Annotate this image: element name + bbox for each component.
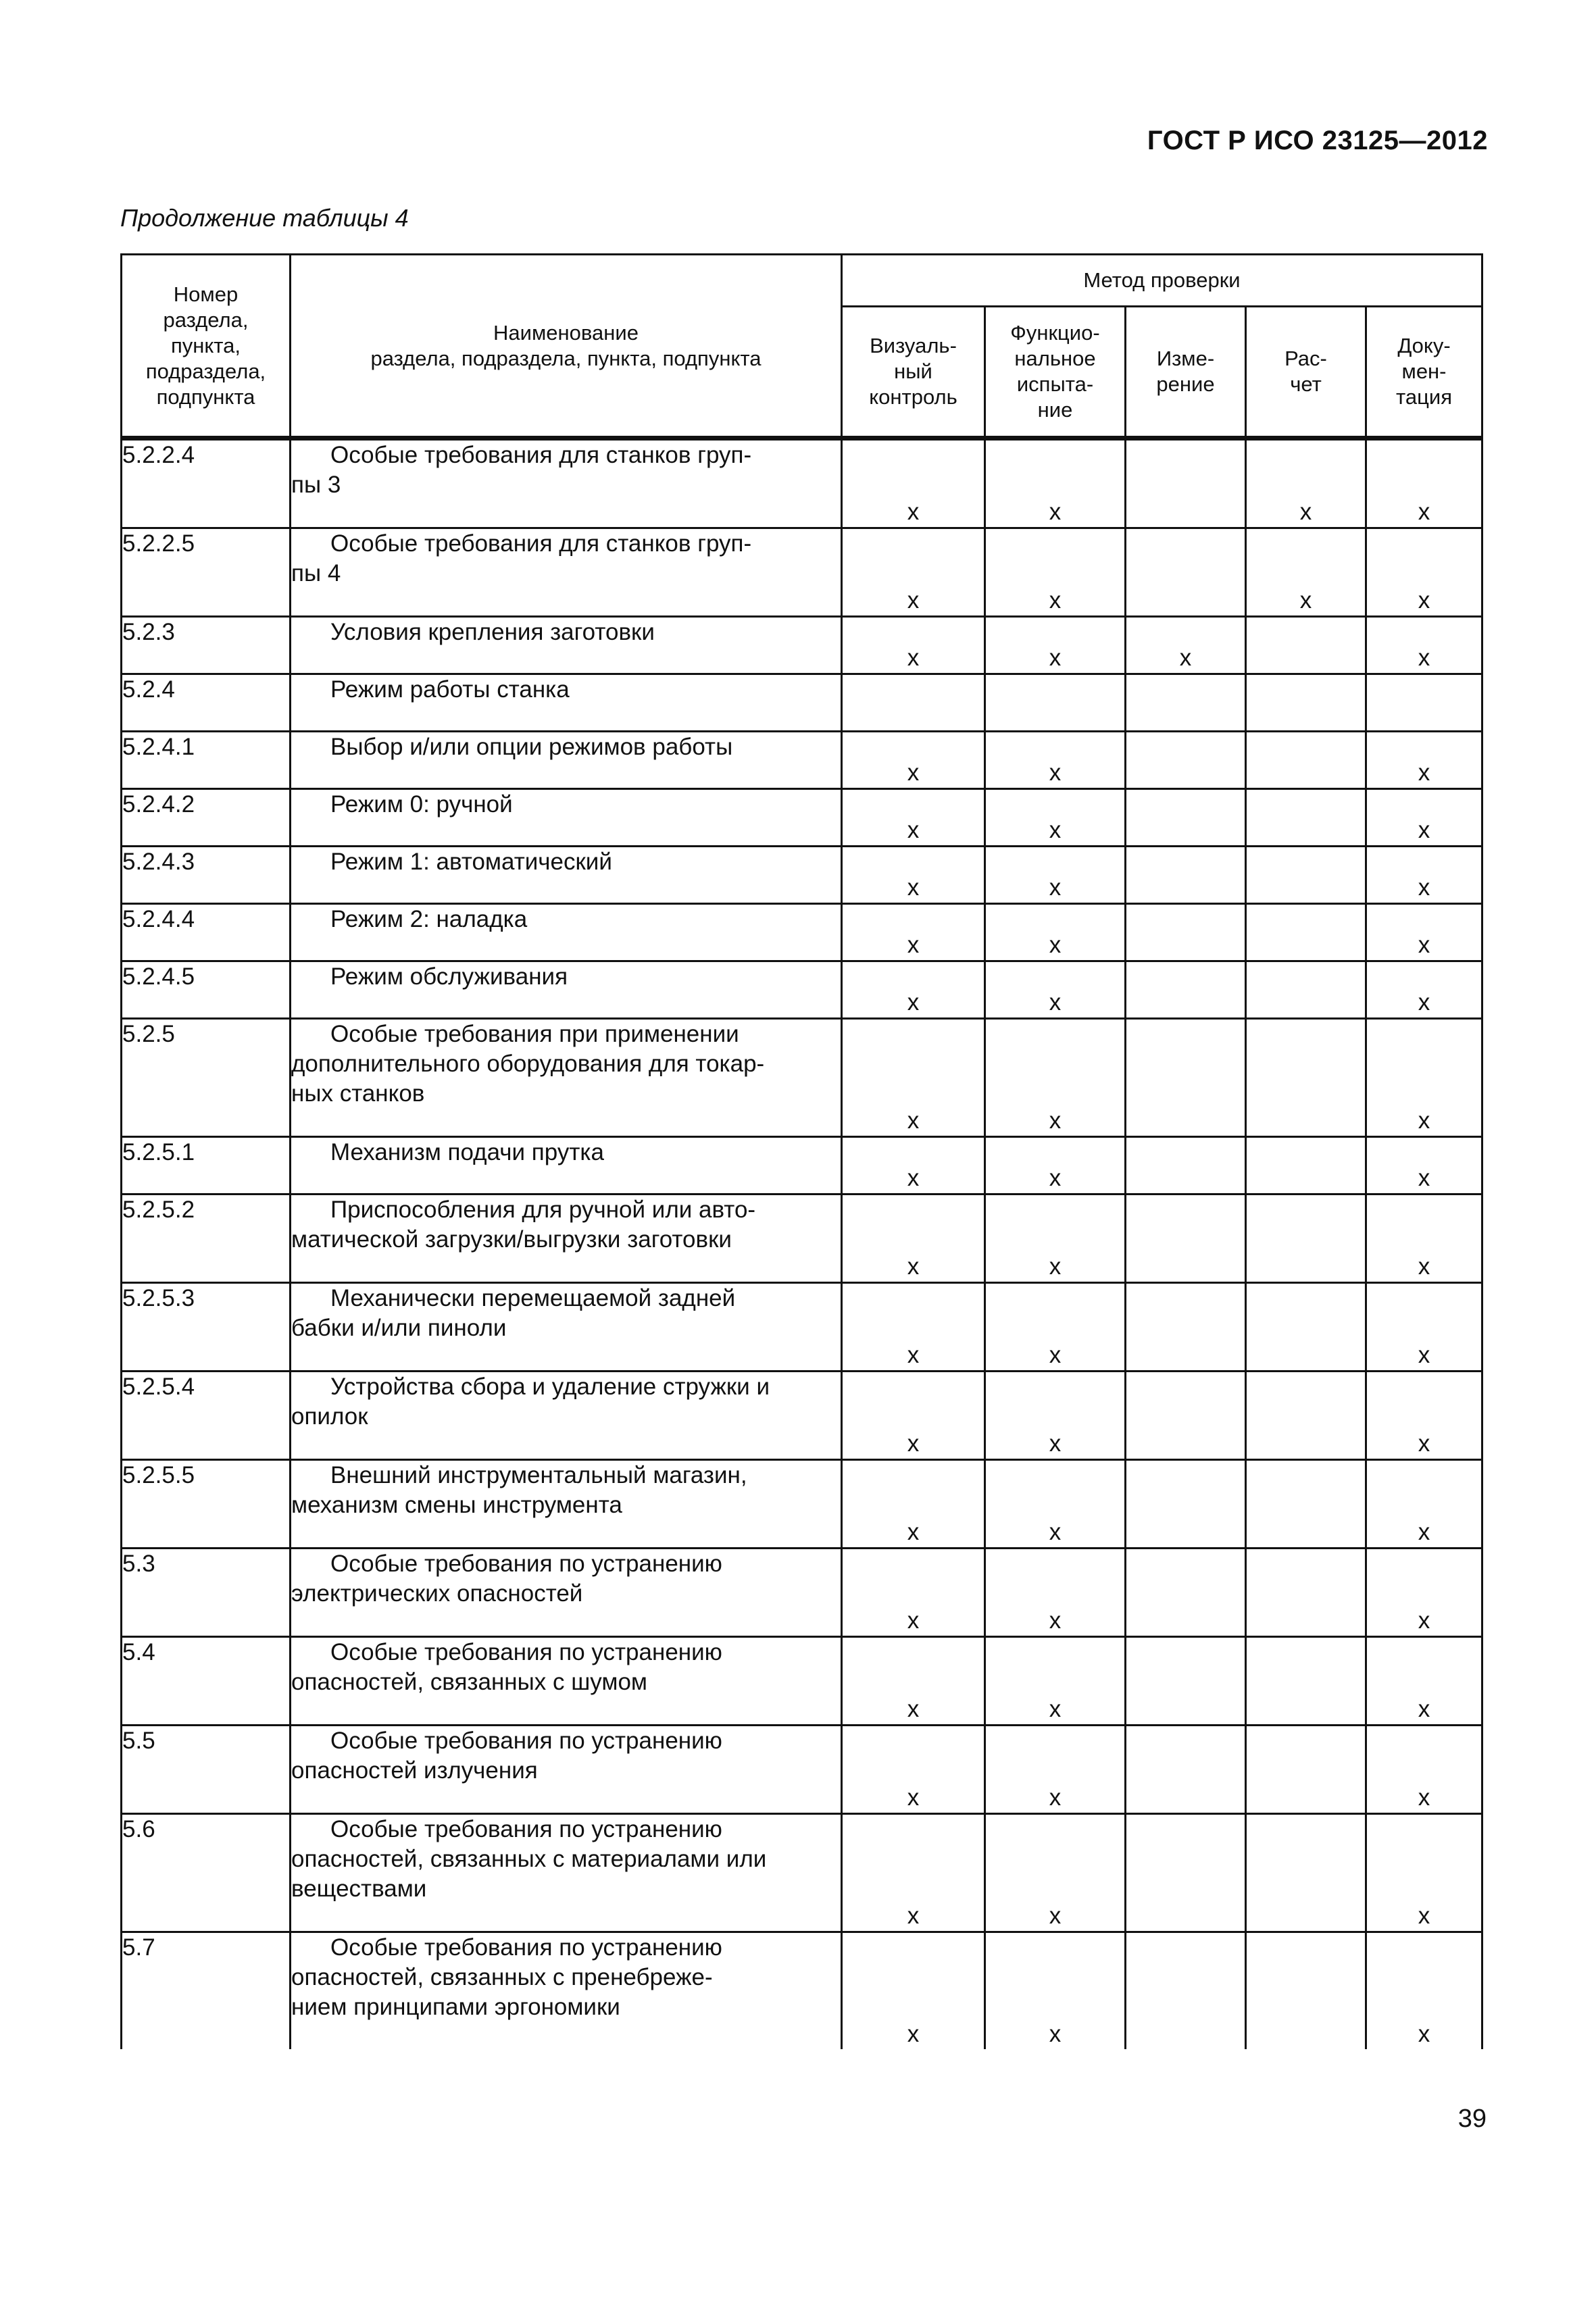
- mark-measurement: [1126, 1460, 1246, 1549]
- mark-documentation: x: [1366, 847, 1482, 904]
- section-number-cell: 5.2.4.5: [122, 961, 291, 1019]
- section-name-line: Особые требования по устранению: [330, 1551, 722, 1577]
- mark-measurement: [1126, 1194, 1246, 1283]
- column-header-functional: [985, 307, 1126, 438]
- mark-visual: x: [842, 1460, 985, 1549]
- section-name-line: Особые требования по устранению: [330, 1728, 722, 1754]
- section-name-line: Особые требования по устранению: [330, 1934, 722, 1961]
- mark-calculation: [1246, 1019, 1366, 1137]
- table-row: [122, 1932, 1482, 2050]
- mark-functional: x: [985, 1726, 1126, 1814]
- table-row: [122, 1460, 1482, 1549]
- mark-measurement: [1126, 1137, 1246, 1194]
- mark-functional: x: [985, 961, 1126, 1019]
- section-name-cell: [291, 674, 842, 732]
- section-name-line: Особые требования для станков груп-: [330, 530, 752, 557]
- mark-documentation: x: [1366, 789, 1482, 847]
- header-line: пункта,: [170, 333, 241, 357]
- header-line: ный: [894, 359, 932, 383]
- mark-documentation: x: [1366, 1637, 1482, 1726]
- mark-calculation: [1246, 847, 1366, 904]
- table-row: [122, 847, 1482, 904]
- mark-documentation: [1366, 674, 1482, 732]
- mark-calculation: [1246, 1137, 1366, 1194]
- mark-measurement: [1126, 674, 1246, 732]
- mark-functional: x: [985, 1372, 1126, 1460]
- section-number-cell: 5.2.4.3: [122, 847, 291, 904]
- section-number-cell: 5.2.2.4: [122, 438, 291, 528]
- mark-calculation: [1246, 904, 1366, 961]
- header-line: рение: [1156, 372, 1215, 396]
- section-number-cell: 5.3: [122, 1549, 291, 1637]
- mark-calculation: [1246, 961, 1366, 1019]
- mark-functional: x: [985, 732, 1126, 789]
- table-row: [122, 1637, 1482, 1726]
- mark-measurement: [1126, 1019, 1246, 1137]
- section-name-line: опасностей излучения: [291, 1757, 538, 1784]
- section-name-line: Режим 2: наладка: [330, 906, 528, 932]
- section-name-line: Режим 0: ручной: [330, 791, 513, 818]
- section-name-cell: [291, 617, 842, 674]
- section-name-line: Режим 1: автоматический: [330, 849, 612, 875]
- mark-calculation: [1246, 1932, 1366, 2050]
- mark-functional: x: [985, 1137, 1126, 1194]
- table-caption: Продолжение таблицы 4: [120, 204, 409, 232]
- header-line: Номер: [173, 282, 239, 306]
- header-line: нальное: [1014, 347, 1096, 370]
- column-header-name: [291, 255, 842, 438]
- mark-documentation: x: [1366, 1019, 1482, 1137]
- section-number-cell: 5.6: [122, 1814, 291, 1932]
- mark-documentation: x: [1366, 1372, 1482, 1460]
- mark-documentation: x: [1366, 732, 1482, 789]
- mark-functional: x: [985, 617, 1126, 674]
- mark-calculation: [1246, 1372, 1366, 1460]
- mark-functional: x: [985, 1194, 1126, 1283]
- mark-visual: x: [842, 1549, 985, 1637]
- section-number-cell: 5.2.4.4: [122, 904, 291, 961]
- mark-functional: x: [985, 1814, 1126, 1932]
- section-name-cell: [291, 847, 842, 904]
- mark-documentation: x: [1366, 1137, 1482, 1194]
- section-name-cell: [291, 1549, 842, 1637]
- section-name-cell: [291, 1932, 842, 2050]
- mark-visual: x: [842, 1283, 985, 1372]
- section-name-line: нием принципами эргономики: [291, 1994, 620, 2020]
- header-line: раздела, подраздела, пункта, подпункта: [370, 346, 762, 370]
- section-name-cell: [291, 1460, 842, 1549]
- section-name-line: Механизм подачи прутка: [330, 1139, 604, 1165]
- mark-calculation: [1246, 1283, 1366, 1372]
- section-name-line: механизм смены инструмента: [291, 1492, 622, 1518]
- mark-measurement: [1126, 528, 1246, 617]
- table-row: [122, 1194, 1482, 1283]
- mark-visual: x: [842, 1194, 985, 1283]
- mark-calculation: [1246, 1814, 1366, 1932]
- header-line: раздела,: [163, 307, 249, 332]
- section-name-line: ных станков: [291, 1080, 425, 1107]
- mark-visual: x: [842, 1814, 985, 1932]
- section-name-cell: [291, 1283, 842, 1372]
- section-name-line: электрических опасностей: [291, 1580, 583, 1607]
- mark-visual: x: [842, 789, 985, 847]
- mark-documentation: x: [1366, 617, 1482, 674]
- section-name-cell: [291, 789, 842, 847]
- mark-functional: x: [985, 1549, 1126, 1637]
- section-number-cell: 5.2.5.5: [122, 1460, 291, 1549]
- section-name-cell: [291, 1814, 842, 1932]
- document-standard-header: ГОСТ Р ИСО 23125—2012: [1147, 126, 1488, 155]
- header-line: подпункта: [156, 384, 255, 409]
- section-name-line: опасностей, связанных с шумом: [291, 1669, 647, 1695]
- header-line: контроль: [869, 385, 957, 409]
- section-number-cell: 5.2.4.1: [122, 732, 291, 789]
- table-row: [122, 789, 1482, 847]
- mark-measurement: [1126, 1372, 1246, 1460]
- mark-calculation: [1246, 789, 1366, 847]
- column-header-number: [122, 255, 291, 438]
- mark-visual: x: [842, 1019, 985, 1137]
- section-name-line: матической загрузки/выгрузки заготовки: [291, 1226, 732, 1253]
- header-line: Визуаль-: [870, 334, 957, 357]
- section-name-line: опасностей, связанных с пренебреже-: [291, 1964, 713, 1990]
- section-name-cell: [291, 1194, 842, 1283]
- header-line: Изме-: [1156, 347, 1215, 370]
- mark-calculation: [1246, 1460, 1366, 1549]
- mark-visual: x: [842, 1372, 985, 1460]
- mark-measurement: [1126, 1283, 1246, 1372]
- section-name-line: Особые требования по устранению: [330, 1639, 722, 1665]
- mark-documentation: x: [1366, 528, 1482, 617]
- mark-functional: x: [985, 847, 1126, 904]
- table-row: [122, 961, 1482, 1019]
- table-row: [122, 1283, 1482, 1372]
- header-line: ние: [1037, 398, 1073, 422]
- header-line: Функцио-: [1010, 321, 1100, 345]
- mark-documentation: x: [1366, 961, 1482, 1019]
- table-row: [122, 438, 1482, 528]
- mark-visual: x: [842, 847, 985, 904]
- section-name-line: Приспособления для ручной или авто-: [330, 1197, 756, 1223]
- section-name-line: бабки и/или пиноли: [291, 1315, 507, 1341]
- section-name-cell: [291, 1726, 842, 1814]
- section-name-line: опасностей, связанных с материалами или: [291, 1846, 767, 1872]
- mark-functional: x: [985, 1460, 1126, 1549]
- mark-documentation: x: [1366, 1194, 1482, 1283]
- mark-measurement: [1126, 1726, 1246, 1814]
- mark-functional: x: [985, 789, 1126, 847]
- mark-measurement: [1126, 789, 1246, 847]
- section-name-cell: [291, 528, 842, 617]
- mark-calculation: x: [1246, 528, 1366, 617]
- section-number-cell: 5.4: [122, 1637, 291, 1726]
- section-number-cell: 5.2.5.3: [122, 1283, 291, 1372]
- mark-calculation: [1246, 732, 1366, 789]
- mark-measurement: [1126, 961, 1246, 1019]
- section-number-cell: 5.2.2.5: [122, 528, 291, 617]
- section-name-cell: [291, 1137, 842, 1194]
- table-row: [122, 1137, 1482, 1194]
- table-body: [122, 438, 1482, 2050]
- mark-measurement: [1126, 847, 1246, 904]
- table-row: [122, 528, 1482, 617]
- mark-measurement: [1126, 1814, 1246, 1932]
- section-name-line: Устройства сбора и удаление стружки и: [330, 1374, 770, 1400]
- mark-documentation: x: [1366, 1814, 1482, 1932]
- section-name-line: веществами: [291, 1876, 427, 1902]
- mark-functional: x: [985, 1283, 1126, 1372]
- mark-documentation: x: [1366, 1726, 1482, 1814]
- table-row: [122, 1372, 1482, 1460]
- section-name-line: дополнительного оборудования для токар-: [291, 1051, 765, 1077]
- mark-documentation: x: [1366, 1932, 1482, 2050]
- table-row: [122, 1019, 1482, 1137]
- section-number-cell: 5.5: [122, 1726, 291, 1814]
- mark-calculation: x: [1246, 438, 1366, 528]
- section-name-line: пы 4: [291, 560, 341, 586]
- section-name-line: Условия крепления заготовки: [330, 619, 655, 645]
- header-line: тация: [1396, 385, 1452, 409]
- mark-measurement: [1126, 1932, 1246, 2050]
- mark-functional: x: [985, 1019, 1126, 1137]
- mark-visual: x: [842, 1637, 985, 1726]
- mark-visual: x: [842, 1726, 985, 1814]
- section-name-line: Выбор и/или опции режимов работы: [330, 734, 733, 760]
- header-line: мен-: [1401, 359, 1447, 383]
- mark-documentation: x: [1366, 1460, 1482, 1549]
- header-line: Доку-: [1397, 334, 1451, 357]
- section-number-cell: 5.7: [122, 1932, 291, 2050]
- mark-documentation: x: [1366, 904, 1482, 961]
- mark-calculation: [1246, 1726, 1366, 1814]
- header-line: чет: [1290, 372, 1322, 396]
- section-number-cell: 5.2.5.2: [122, 1194, 291, 1283]
- column-header-calculation: [1246, 307, 1366, 438]
- mark-measurement: [1126, 904, 1246, 961]
- mark-visual: x: [842, 961, 985, 1019]
- section-number-cell: 5.2.5.1: [122, 1137, 291, 1194]
- section-name-cell: [291, 438, 842, 528]
- section-number-cell: 5.2.3: [122, 617, 291, 674]
- column-header-visual: [842, 307, 985, 438]
- mark-visual: [842, 674, 985, 732]
- mark-calculation: [1246, 1549, 1366, 1637]
- mark-visual: x: [842, 904, 985, 961]
- header-line: Рас-: [1285, 347, 1327, 370]
- table-row: [122, 1549, 1482, 1637]
- mark-documentation: x: [1366, 1283, 1482, 1372]
- mark-measurement: [1126, 732, 1246, 789]
- column-header-measurement: [1126, 307, 1246, 438]
- section-name-line: опилок: [291, 1403, 368, 1430]
- section-number-cell: 5.2.5.4: [122, 1372, 291, 1460]
- mark-visual: x: [842, 1137, 985, 1194]
- mark-functional: [985, 674, 1126, 732]
- page-number: 39: [1457, 2105, 1487, 2133]
- table-row: [122, 1726, 1482, 1814]
- section-name-line: Режим обслуживания: [330, 963, 568, 990]
- mark-documentation: x: [1366, 1549, 1482, 1637]
- section-number-cell: 5.2.4: [122, 674, 291, 732]
- table-row: [122, 732, 1482, 789]
- section-name-line: Режим работы станка: [330, 676, 570, 703]
- mark-measurement: [1126, 1637, 1246, 1726]
- section-name-cell: [291, 1637, 842, 1726]
- mark-calculation: [1246, 674, 1366, 732]
- section-name-line: Механически перемещаемой задней: [330, 1285, 736, 1311]
- mark-functional: x: [985, 528, 1126, 617]
- column-group-header-method: Метод проверки: [842, 255, 1482, 307]
- mark-calculation: [1246, 617, 1366, 674]
- table-row: [122, 617, 1482, 674]
- mark-functional: x: [985, 1637, 1126, 1726]
- mark-measurement: [1126, 438, 1246, 528]
- mark-calculation: [1246, 1194, 1366, 1283]
- section-name-line: Особые требования по устранению: [330, 1816, 722, 1842]
- table-row: [122, 904, 1482, 961]
- verification-table: [120, 253, 1483, 2049]
- mark-functional: x: [985, 438, 1126, 528]
- header-line: Наименование: [493, 320, 639, 345]
- section-name-cell: [291, 961, 842, 1019]
- section-number-cell: 5.2.5: [122, 1019, 291, 1137]
- section-number-cell: 5.2.4.2: [122, 789, 291, 847]
- section-name-line: Особые требования при применении: [330, 1021, 739, 1047]
- section-name-line: Внешний инструментальный магазин,: [330, 1462, 747, 1488]
- mark-visual: x: [842, 438, 985, 528]
- mark-visual: x: [842, 528, 985, 617]
- mark-visual: x: [842, 1932, 985, 2050]
- mark-visual: x: [842, 732, 985, 789]
- section-name-line: Особые требования для станков груп-: [330, 442, 752, 468]
- section-name-cell: [291, 1372, 842, 1460]
- mark-measurement: x: [1126, 617, 1246, 674]
- header-line: испыта-: [1016, 372, 1094, 396]
- section-name-cell: [291, 732, 842, 789]
- mark-visual: x: [842, 617, 985, 674]
- table-row: [122, 1814, 1482, 1932]
- mark-measurement: [1126, 1549, 1246, 1637]
- table-row: [122, 674, 1482, 732]
- section-name-cell: [291, 904, 842, 961]
- mark-functional: x: [985, 904, 1126, 961]
- column-header-documentation: [1366, 307, 1482, 438]
- mark-functional: x: [985, 1932, 1126, 2050]
- mark-calculation: [1246, 1637, 1366, 1726]
- section-name-line: пы 3: [291, 472, 341, 498]
- section-name-cell: [291, 1019, 842, 1137]
- header-line: подраздела,: [145, 359, 266, 383]
- mark-documentation: x: [1366, 438, 1482, 528]
